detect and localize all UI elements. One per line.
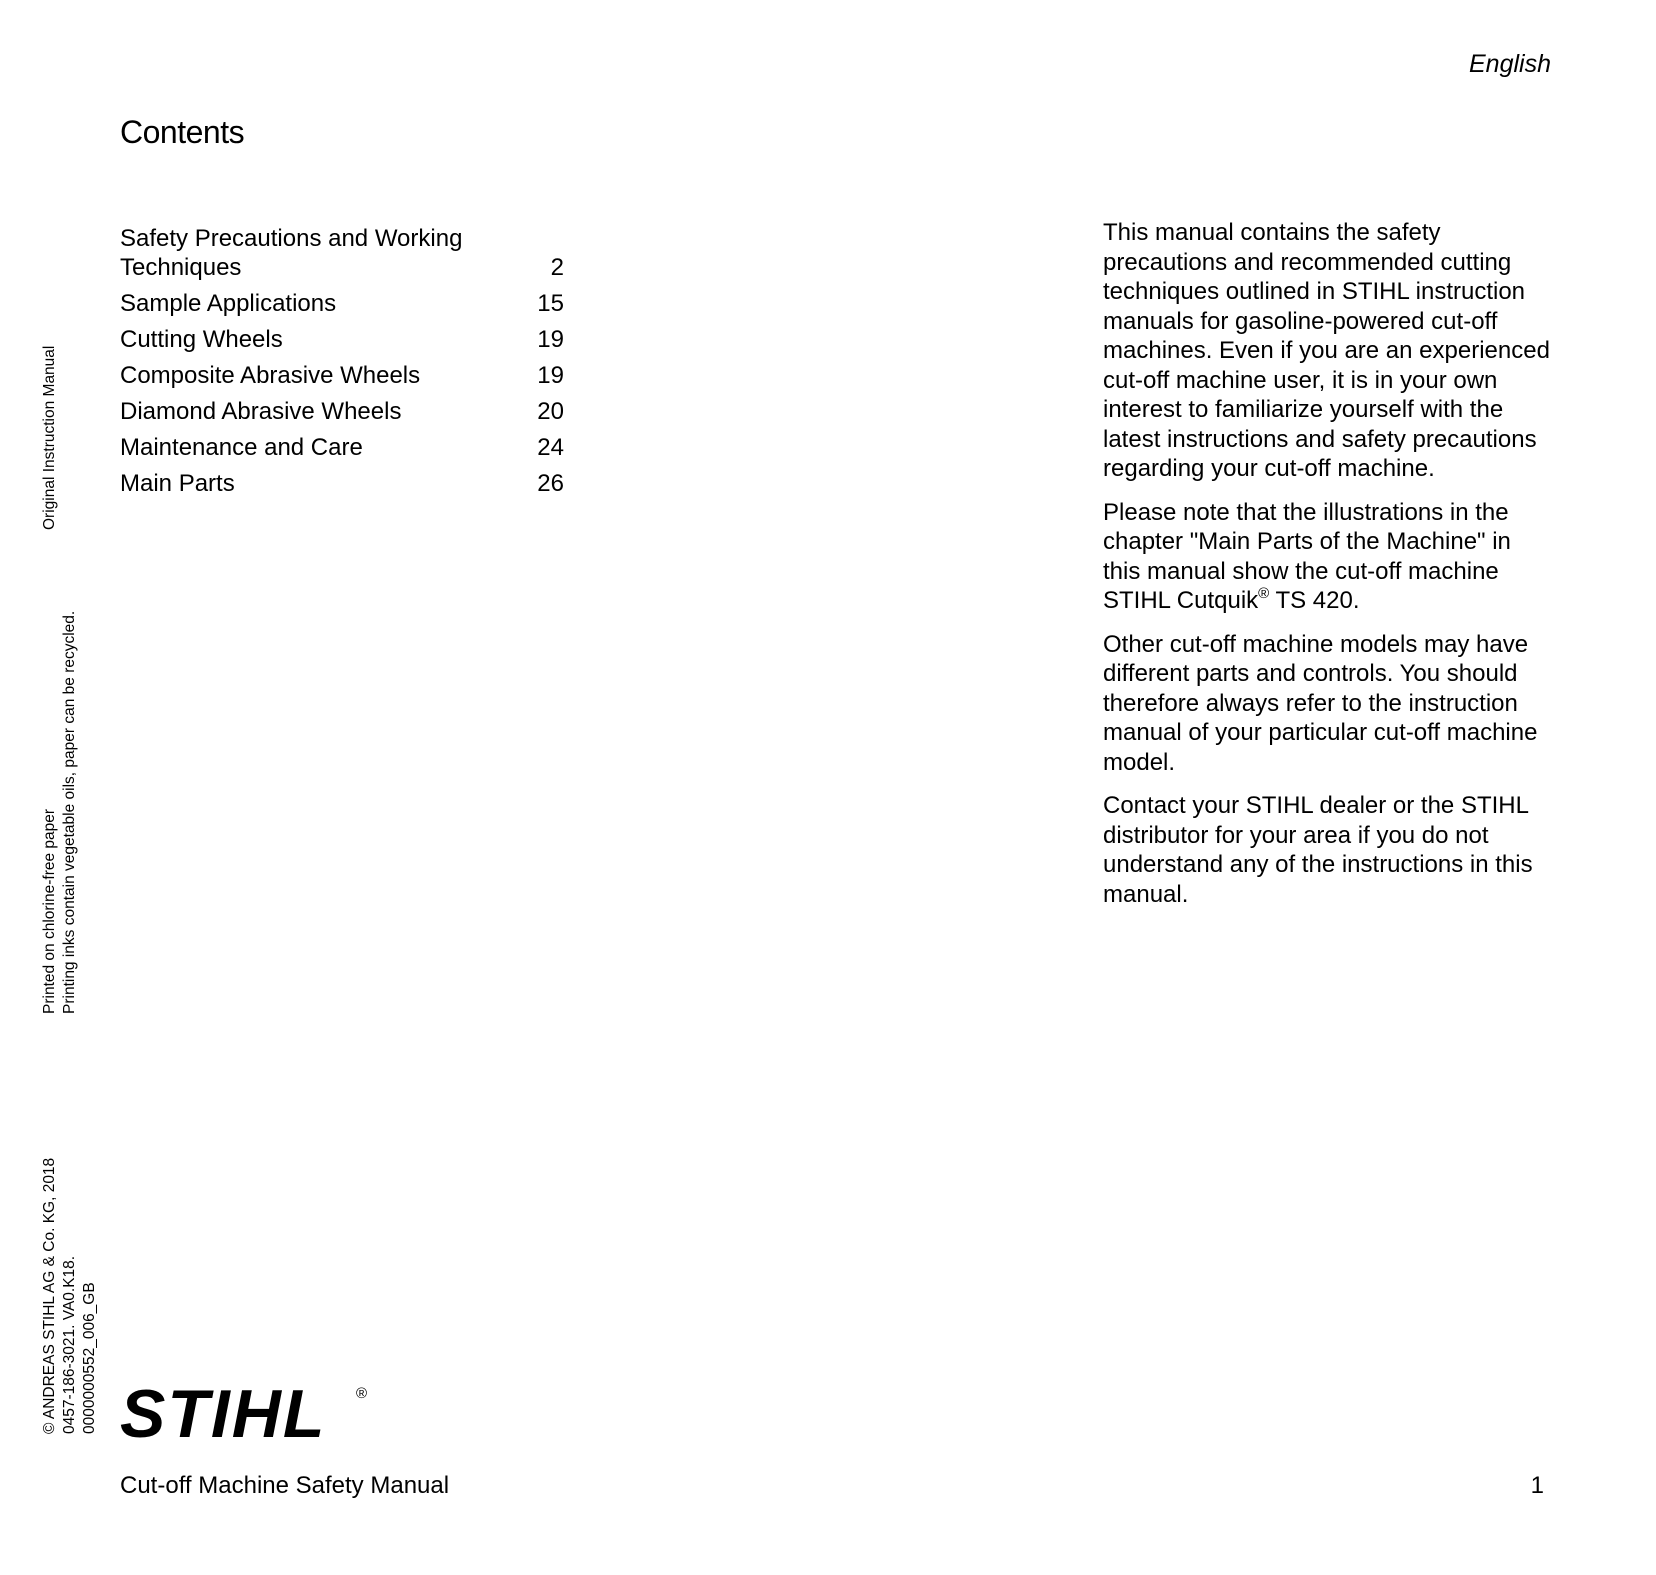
toc-entry-sample-applications[interactable] [120, 289, 564, 318]
toc-entry-page: 24 [537, 434, 564, 461]
intro-paragraph-2 [1103, 498, 1553, 616]
toc-entry-page: 19 [537, 362, 564, 389]
toc-entry-title: Maintenance and Care [120, 434, 363, 461]
toc-entry-main-parts[interactable] [120, 469, 564, 498]
toc-entry-cutting-wheels[interactable] [120, 325, 564, 354]
toc-entry-maintenance-and-care[interactable] [120, 433, 564, 462]
toc-entry-composite-abrasive-wheels[interactable] [120, 361, 564, 390]
intro-text [1103, 218, 1553, 923]
registered-mark: ® [1258, 585, 1270, 602]
page-number: 1 [1530, 1472, 1544, 1499]
toc-entry-title: Safety Precautions and Working Techniques [120, 225, 463, 281]
paper-notice-line-1: Printed on chlorine-free paper [41, 808, 58, 1014]
language-label: English [1469, 50, 1551, 78]
paper-notice-line-2: Printing inks contain vegetable oils, paper can be recycled. [61, 610, 78, 1014]
paper-notice [40, 611, 80, 1014]
toc-entry-diamond-abrasive-wheels[interactable] [120, 397, 564, 426]
toc-entry-title: Composite Abrasive Wheels [120, 362, 421, 389]
toc-entry-safety-precautions[interactable] [120, 224, 564, 282]
toc-entry-page: 2 [550, 254, 564, 281]
intro-paragraph-2-end: TS 420. [1269, 587, 1360, 614]
stihl-logo-wordmark: STIHL [120, 1378, 327, 1444]
original-manual-note [40, 346, 60, 530]
toc-entry-page: 15 [537, 290, 564, 317]
copyright-line-1: © ANDREAS STIHL AG & Co. KG, 2018 [41, 1157, 58, 1434]
toc-entry-title: Main Parts [120, 470, 235, 497]
intro-paragraph-1: This manual contains the safety precautions and recommended cutting techniques outlined in STIHL instruction manuals for gasoline-powered cut-off machines. Even if you are an experienced cut-off machine user, it is in your own interest to familiarize yourself with the latest instructions and safety precautions regarding your cut-off machine. [1103, 219, 1550, 482]
footer-title: Cut-off Machine Safety Manual [120, 1472, 450, 1499]
toc-entry-title: Cutting Wheels [120, 326, 283, 353]
toc-entry-title: Sample Applications [120, 290, 337, 317]
copyright-notice [40, 1158, 100, 1434]
intro-paragraph-3: Other cut-off machine models may have different parts and controls. You should therefore always refer to the instruction manual of your particular cut-off machine model. [1103, 630, 1538, 776]
toc-entry-page: 20 [537, 398, 564, 425]
stihl-logo [120, 1378, 372, 1444]
toc-entry-page: 19 [537, 326, 564, 353]
original-manual-label: Original Instruction Manual [41, 345, 58, 530]
toc-entry-page: 26 [537, 470, 564, 497]
copyright-line-2: 0457-186-3021. VA0.K18. [61, 1255, 78, 1434]
toc-entry-title: Diamond Abrasive Wheels [120, 398, 402, 425]
table-of-contents [120, 224, 564, 505]
intro-paragraph-4: Contact your STIHL dealer or the STIHL distributor for your area if you do not understand any of the instructions in this manual. [1103, 792, 1533, 908]
copyright-line-3: 0000000552_006_GB [81, 1282, 98, 1434]
contents-heading: Contents [120, 114, 245, 150]
stihl-logo-registered-mark: ® [356, 1385, 368, 1402]
intro-paragraph-2-start: Please note that the illustrations in the chapter "Main Parts of the Machine" in this manual show the cut-off machine STIHL Cutquik [1103, 498, 1511, 614]
